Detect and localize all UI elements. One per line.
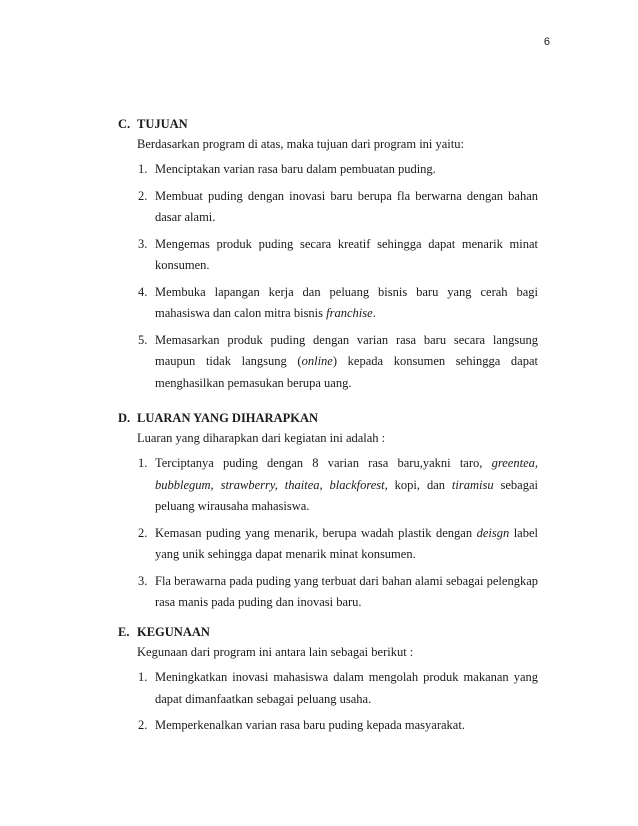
list-item-text <box>155 667 538 710</box>
italic-term: greentea, bubblegum, strawberry, thaitea, blackforest, <box>155 456 538 492</box>
section-letter: E. <box>118 625 130 639</box>
section-intro: Kegunaan dari program ini antara lain sebagai berikut : <box>137 645 414 659</box>
list-item <box>118 330 538 395</box>
section-tujuan <box>118 114 538 394</box>
list-item <box>118 186 538 229</box>
section-heading <box>118 408 538 428</box>
text-segment: Membuat puding dengan inovasi baru berupa fla berwarna dengan bahan dasar alami. <box>155 188 538 224</box>
luaran-list <box>118 453 538 614</box>
section-title: LUARAN YANG DIHARAPKAN <box>137 411 319 425</box>
list-item-text <box>155 234 538 277</box>
italic-term: deisgn <box>476 525 510 540</box>
section-title: KEGUNAAN <box>137 625 210 639</box>
text-segment: Menciptakan varian rasa baru dalam pembuatan puding. <box>155 162 436 176</box>
list-item-number: 2. <box>138 188 148 203</box>
text-segment: Meningkatkan inovasi mahasiswa dalam mengolah produk makanan yang dapat dimanfaatkan sebagai peluang usaha. <box>155 670 538 706</box>
tujuan-list <box>118 159 538 394</box>
list-item-text <box>155 282 538 325</box>
list-item-number: 4. <box>138 284 148 299</box>
kegunaan-list <box>118 667 538 737</box>
list-item <box>118 667 538 710</box>
section-heading <box>118 114 538 134</box>
list-item-number: 3. <box>138 236 148 251</box>
list-item-text <box>155 453 538 518</box>
list-item-number: 1. <box>138 456 148 470</box>
text-segment: sebagai peluang wirausaha mahasiswa. <box>155 477 538 513</box>
list-item-number: 2. <box>138 718 148 732</box>
text-segment: . <box>372 306 376 320</box>
section-intro: Luaran yang diharapkan dari kegiatan ini adalah : <box>137 431 386 445</box>
page-number: 6 <box>543 36 550 48</box>
list-item <box>118 159 538 181</box>
list-item-number: 1. <box>138 670 148 684</box>
list-item <box>118 571 538 614</box>
list-item-text <box>155 186 538 229</box>
list-item-number: 2. <box>138 525 148 540</box>
list-item <box>118 282 538 325</box>
list-item-text <box>155 159 538 181</box>
text-segment: Mengemas produk puding secara kreatif sehingga dapat menarik minat konsumen. <box>155 236 538 272</box>
list-item-number: 1. <box>138 162 148 176</box>
list-item <box>118 234 538 277</box>
section-luaran <box>118 408 538 614</box>
text-segment: ) kepada konsumen sehingga dapat menghasilkan pemasukan berupa uang. <box>155 354 538 390</box>
text-segment: Memperkenalkan varian rasa baru puding kepada masyarakat. <box>155 718 465 732</box>
list-item <box>118 523 538 566</box>
italic-term: tiramisu <box>451 477 494 492</box>
text-segment: Membuka lapangan kerja dan peluang bisnis baru yang cerah bagi mahasiswa dan calon mitra bisnis <box>155 284 538 320</box>
list-item-text <box>155 715 538 737</box>
list-item-text <box>155 571 538 614</box>
section-letter: C. <box>118 117 131 131</box>
text-segment: Terciptanya puding dengan 8 varian rasa baru,yakni taro, <box>155 456 492 470</box>
section-kegunaan <box>118 622 538 737</box>
list-item-text <box>155 330 538 395</box>
text-segment: label yang unik sehingga dapat menarik minat konsumen. <box>155 525 538 561</box>
section-letter: D. <box>118 411 131 425</box>
section-title: TUJUAN <box>137 117 188 131</box>
section-intro: Berdasarkan program di atas, maka tujuan dari program ini yaitu: <box>137 137 464 151</box>
italic-term: online <box>301 354 333 368</box>
italic-term: franchise <box>326 306 373 320</box>
text-segment: Memasarkan produk puding dengan varian rasa baru secara langsung maupun tidak langsung ( <box>155 332 538 368</box>
text-segment: kopi, dan <box>387 477 452 492</box>
list-item-text <box>155 523 538 566</box>
text-segment: Fla berawarna pada puding yang terbuat dari bahan alami sebagai pelengkap rasa manis pada puding dan inovasi baru. <box>155 573 538 609</box>
text-segment: Kemasan puding yang menarik, berupa wadah plastik dengan <box>155 525 477 540</box>
list-item <box>118 453 538 518</box>
section-heading <box>118 622 538 642</box>
list-item-number: 5. <box>138 332 148 347</box>
list-item-number: 3. <box>138 573 148 588</box>
list-item <box>118 715 538 737</box>
